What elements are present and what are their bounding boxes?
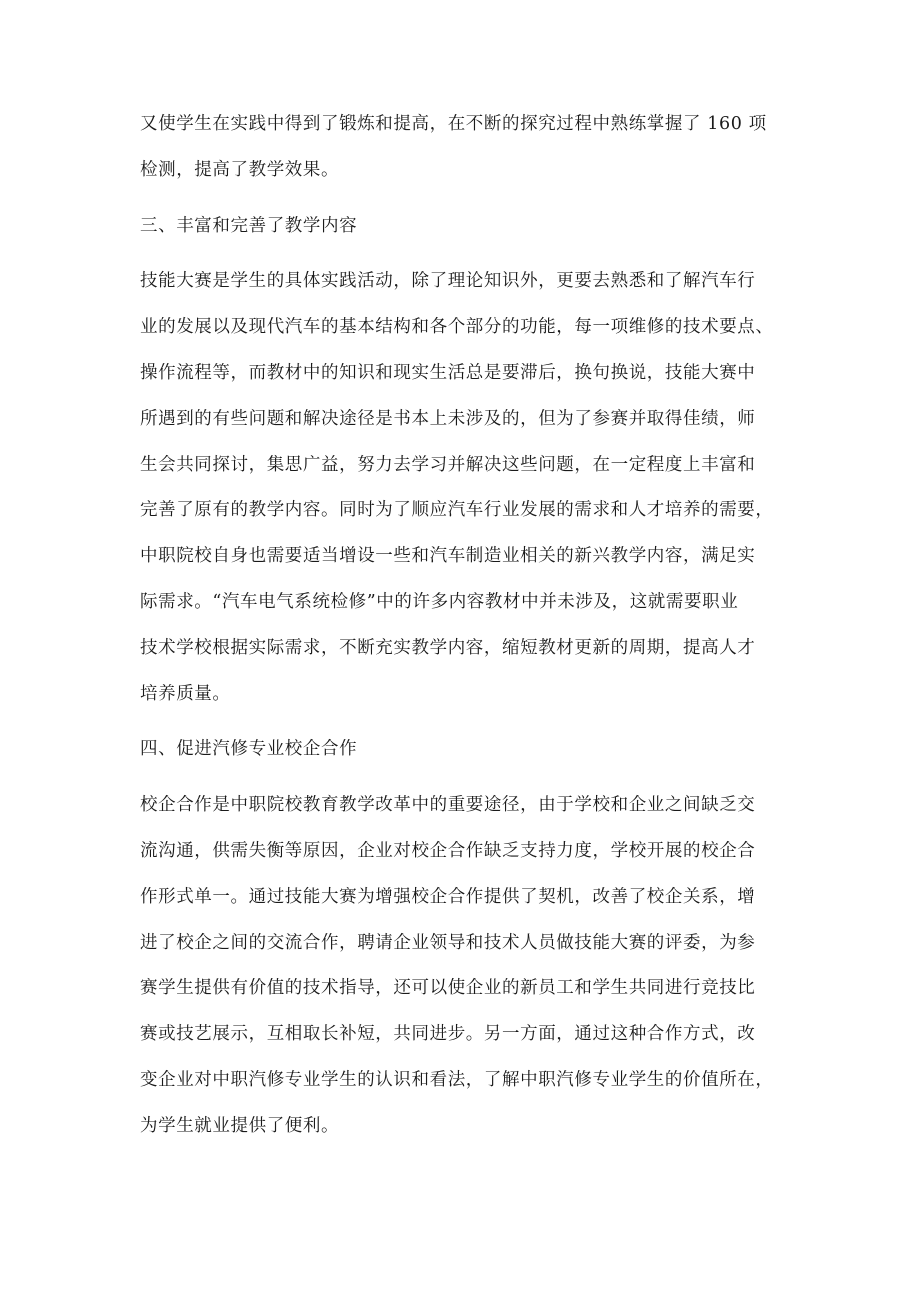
text-line: 技能大赛是学生的具体实践活动，除了理论知识外，更要去熟悉和了解汽车行: [140, 271, 756, 292]
paragraph-school-enterprise: [140, 783, 780, 1149]
text-line: 为学生就业提供了便利。: [140, 1115, 340, 1136]
text-line: 又使学生在实践中得到了锻炼和提高，在不断的探究过程中熟练掌握了 160 项: [140, 114, 767, 134]
text-line: 进了校企之间的交流合作，聘请企业领导和技术人员做技能大赛的评委，为参: [140, 932, 756, 953]
section-heading-4: 四、促进汽修专业校企合作: [140, 739, 358, 760]
text-line: 业的发展以及现代汽车的基本结构和各个部分的功能，每一项维修的技术要点、: [140, 317, 774, 338]
text-line: 际需求。“汽车电气系统检修”中的许多内容教材中并未涉及，这就需要职业: [140, 591, 739, 612]
section-heading-3: 三、丰富和完善了教学内容: [140, 215, 358, 236]
text-line: 完善了原有的教学内容。同时为了顺应汽车行业发展的需求和人才培养的需要，: [140, 500, 774, 521]
paragraph-teaching-content: [140, 259, 780, 717]
text-line: 中职院校自身也需要适当增设一些和汽车制造业相关的新兴教学内容，满足实: [140, 546, 756, 567]
document-body: [140, 102, 780, 1150]
text-line: 检测，提高了教学效果。: [140, 159, 340, 180]
text-line: 操作流程等，而教材中的知识和现实生活总是要滞后，换句换说，技能大赛中: [140, 362, 756, 383]
text-line: 赛学生提供有价值的技术指导，还可以使企业的新员工和学生共同进行竞技比: [140, 978, 756, 999]
text-line: 生会共同探讨，集思广益，努力去学习并解决这些问题，在一定程度上丰富和: [140, 454, 756, 475]
paragraph-practice-effect: [140, 102, 780, 194]
text-line: 校企合作是中职院校教育教学改革中的重要途径，由于学校和企业之间缺乏交: [140, 795, 756, 816]
text-line: 变企业对中职汽修专业学生的认识和看法，了解中职汽修专业学生的价值所在，: [140, 1069, 774, 1090]
text-line: 培养质量。: [140, 683, 231, 704]
text-line: 流沟通，供需失衡等原因，企业对校企合作缺乏支持力度，学校开展的校企合: [140, 840, 756, 861]
text-line: 技术学校根据实际需求，不断充实教学内容，缩短教材更新的周期，提高人才: [140, 637, 756, 658]
text-line: 所遇到的有些问题和解决途径是书本上未涉及的，但为了参赛并取得佳绩，师: [140, 408, 756, 429]
text-line: 赛或技艺展示，互相取长补短，共同进步。另一方面，通过这种合作方式，改: [140, 1024, 756, 1045]
text-line: 作形式单一。通过技能大赛为增强校企合作提供了契机，改善了校企关系，增: [140, 886, 756, 907]
